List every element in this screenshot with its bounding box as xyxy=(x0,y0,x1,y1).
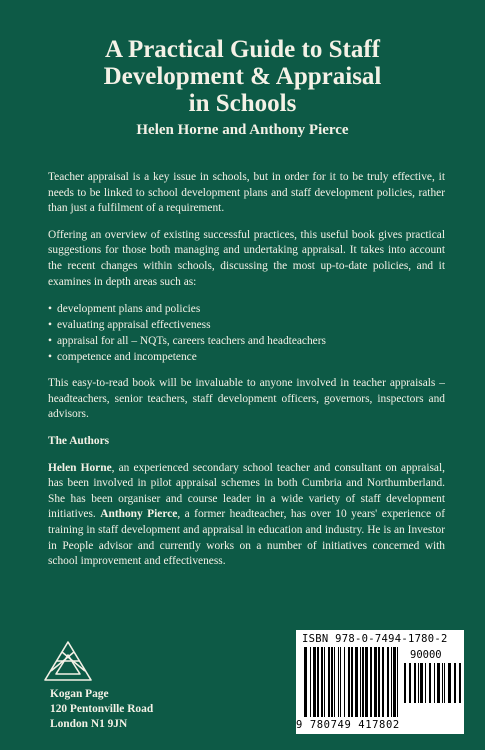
barcode-bar xyxy=(437,663,440,703)
title-line-2: Development & Appraisal xyxy=(103,63,382,90)
barcode-bar xyxy=(360,647,361,717)
ean-barcode xyxy=(302,647,402,719)
barcode-bar xyxy=(321,647,323,717)
author-bio-1: , an experienced secondary school teacher and consultant on appraisal, has been involved in pilot appraisal schemes in both Cumbria and Northumberland. She has been organiser and course leader in a wide variety of staff development initiatives. xyxy=(48,461,445,521)
authors-heading: The Authors xyxy=(48,434,110,447)
list-item xyxy=(48,349,445,365)
barcode-bar xyxy=(328,647,330,717)
barcode-bar xyxy=(374,647,377,717)
barcode-bar xyxy=(448,663,451,703)
isbn-text: ISBN 978-0-7494-1780-2 xyxy=(302,633,448,645)
bullet-icon: • xyxy=(48,335,52,348)
barcode-bar xyxy=(317,647,319,717)
author-names: Helen Horne and Anthony Pierce xyxy=(136,122,349,138)
author-name-1: Helen Horne xyxy=(48,461,112,474)
barcode-bar xyxy=(429,663,431,703)
barcode-bar xyxy=(409,663,411,703)
list-item-text: competence and incompetence xyxy=(57,351,197,364)
price-code: 90000 xyxy=(410,649,442,661)
barcode-bar xyxy=(442,663,443,703)
blurb xyxy=(48,170,445,581)
publisher-address-2: London N1 9JN xyxy=(50,718,128,730)
topic-list xyxy=(48,301,445,365)
barcode-bar xyxy=(414,663,416,703)
list-item-text: appraisal for all – NQTs, careers teachers and headteachers xyxy=(57,335,326,348)
kogan-page-logo-icon xyxy=(44,641,92,681)
barcode-bar xyxy=(387,647,389,717)
barcode-bar xyxy=(344,647,345,717)
bullet-icon: • xyxy=(48,319,52,332)
barcode-panel xyxy=(296,630,464,734)
author-name-2: Anthony Pierce xyxy=(100,508,178,521)
barcode-bar xyxy=(434,663,435,703)
list-item xyxy=(48,301,445,317)
barcode-bar xyxy=(378,647,380,717)
barcode-bar xyxy=(324,647,325,717)
barcode-bar xyxy=(313,647,316,717)
barcode-bar xyxy=(391,647,392,717)
barcode-bar xyxy=(362,647,364,717)
barcode-bar xyxy=(454,663,456,703)
list-item-text: development plans and policies xyxy=(57,303,201,316)
ean-digits: 9 780749 417802 xyxy=(296,719,400,731)
publisher-name: Kogan Page xyxy=(50,688,109,700)
author-bio-2: , a former headteacher, has over 10 years' experience of training in staff development and appraisal in education and industry. He is an Investor in People advisor and currently works on a number of initiatives concerned with school improvement and effectiveness. xyxy=(48,508,446,568)
blurb-paragraph-1: Teacher appraisal is a key issue in schools, but in order for it to be truly effective, it needs to be linked to school development plans and staff development policies, rather than just a fulfilment of a requirement. xyxy=(48,171,445,215)
barcode-bar xyxy=(355,647,358,717)
barcode-bar xyxy=(310,647,311,717)
title-line-3: in Schools xyxy=(188,90,297,117)
bullet-icon: • xyxy=(48,303,52,316)
barcode-bar xyxy=(397,647,398,717)
barcode-bar xyxy=(348,647,350,717)
publisher-info xyxy=(50,687,153,732)
barcode-bar xyxy=(404,663,406,703)
barcode-bar xyxy=(393,647,396,717)
barcode-bar xyxy=(425,663,426,703)
book-title xyxy=(40,36,445,117)
blurb-paragraph-2: Offering an overview of existing successful practices, this useful book gives practical suggestions for those both managing and undertaking appraisal. It takes into account the recent changes within schools, discussing the most up-to-date policies, and it examines in depth areas such as: xyxy=(48,228,445,288)
barcode-bar xyxy=(338,647,339,717)
barcode-bar xyxy=(370,647,372,717)
barcode-bar xyxy=(340,647,341,717)
publisher-address-1: 120 Pentonville Road xyxy=(50,703,154,715)
barcode-bar xyxy=(459,663,461,703)
blurb-paragraph-3: This easy-to-read book will be invaluable to anyone involved in teacher appraisals – headteachers, senior teachers, staff development officers, governors, inspectors and advisors. xyxy=(48,377,445,421)
list-item xyxy=(48,317,445,333)
barcode-bar xyxy=(365,647,368,717)
barcode-bar xyxy=(420,663,423,703)
list-item xyxy=(48,333,445,349)
title-line-1: A Practical Guide to Staff xyxy=(105,36,380,63)
barcode-bar xyxy=(418,663,419,703)
barcode-bar xyxy=(444,663,445,703)
bullet-icon: • xyxy=(48,351,52,364)
authors-bio xyxy=(48,461,445,570)
barcode-bar xyxy=(351,647,353,717)
barcode-bar xyxy=(382,647,384,717)
barcode-bar xyxy=(331,647,333,717)
barcode-bar xyxy=(334,647,335,717)
list-item-text: evaluating appraisal effectiveness xyxy=(57,319,211,332)
barcode-bar xyxy=(304,647,307,717)
